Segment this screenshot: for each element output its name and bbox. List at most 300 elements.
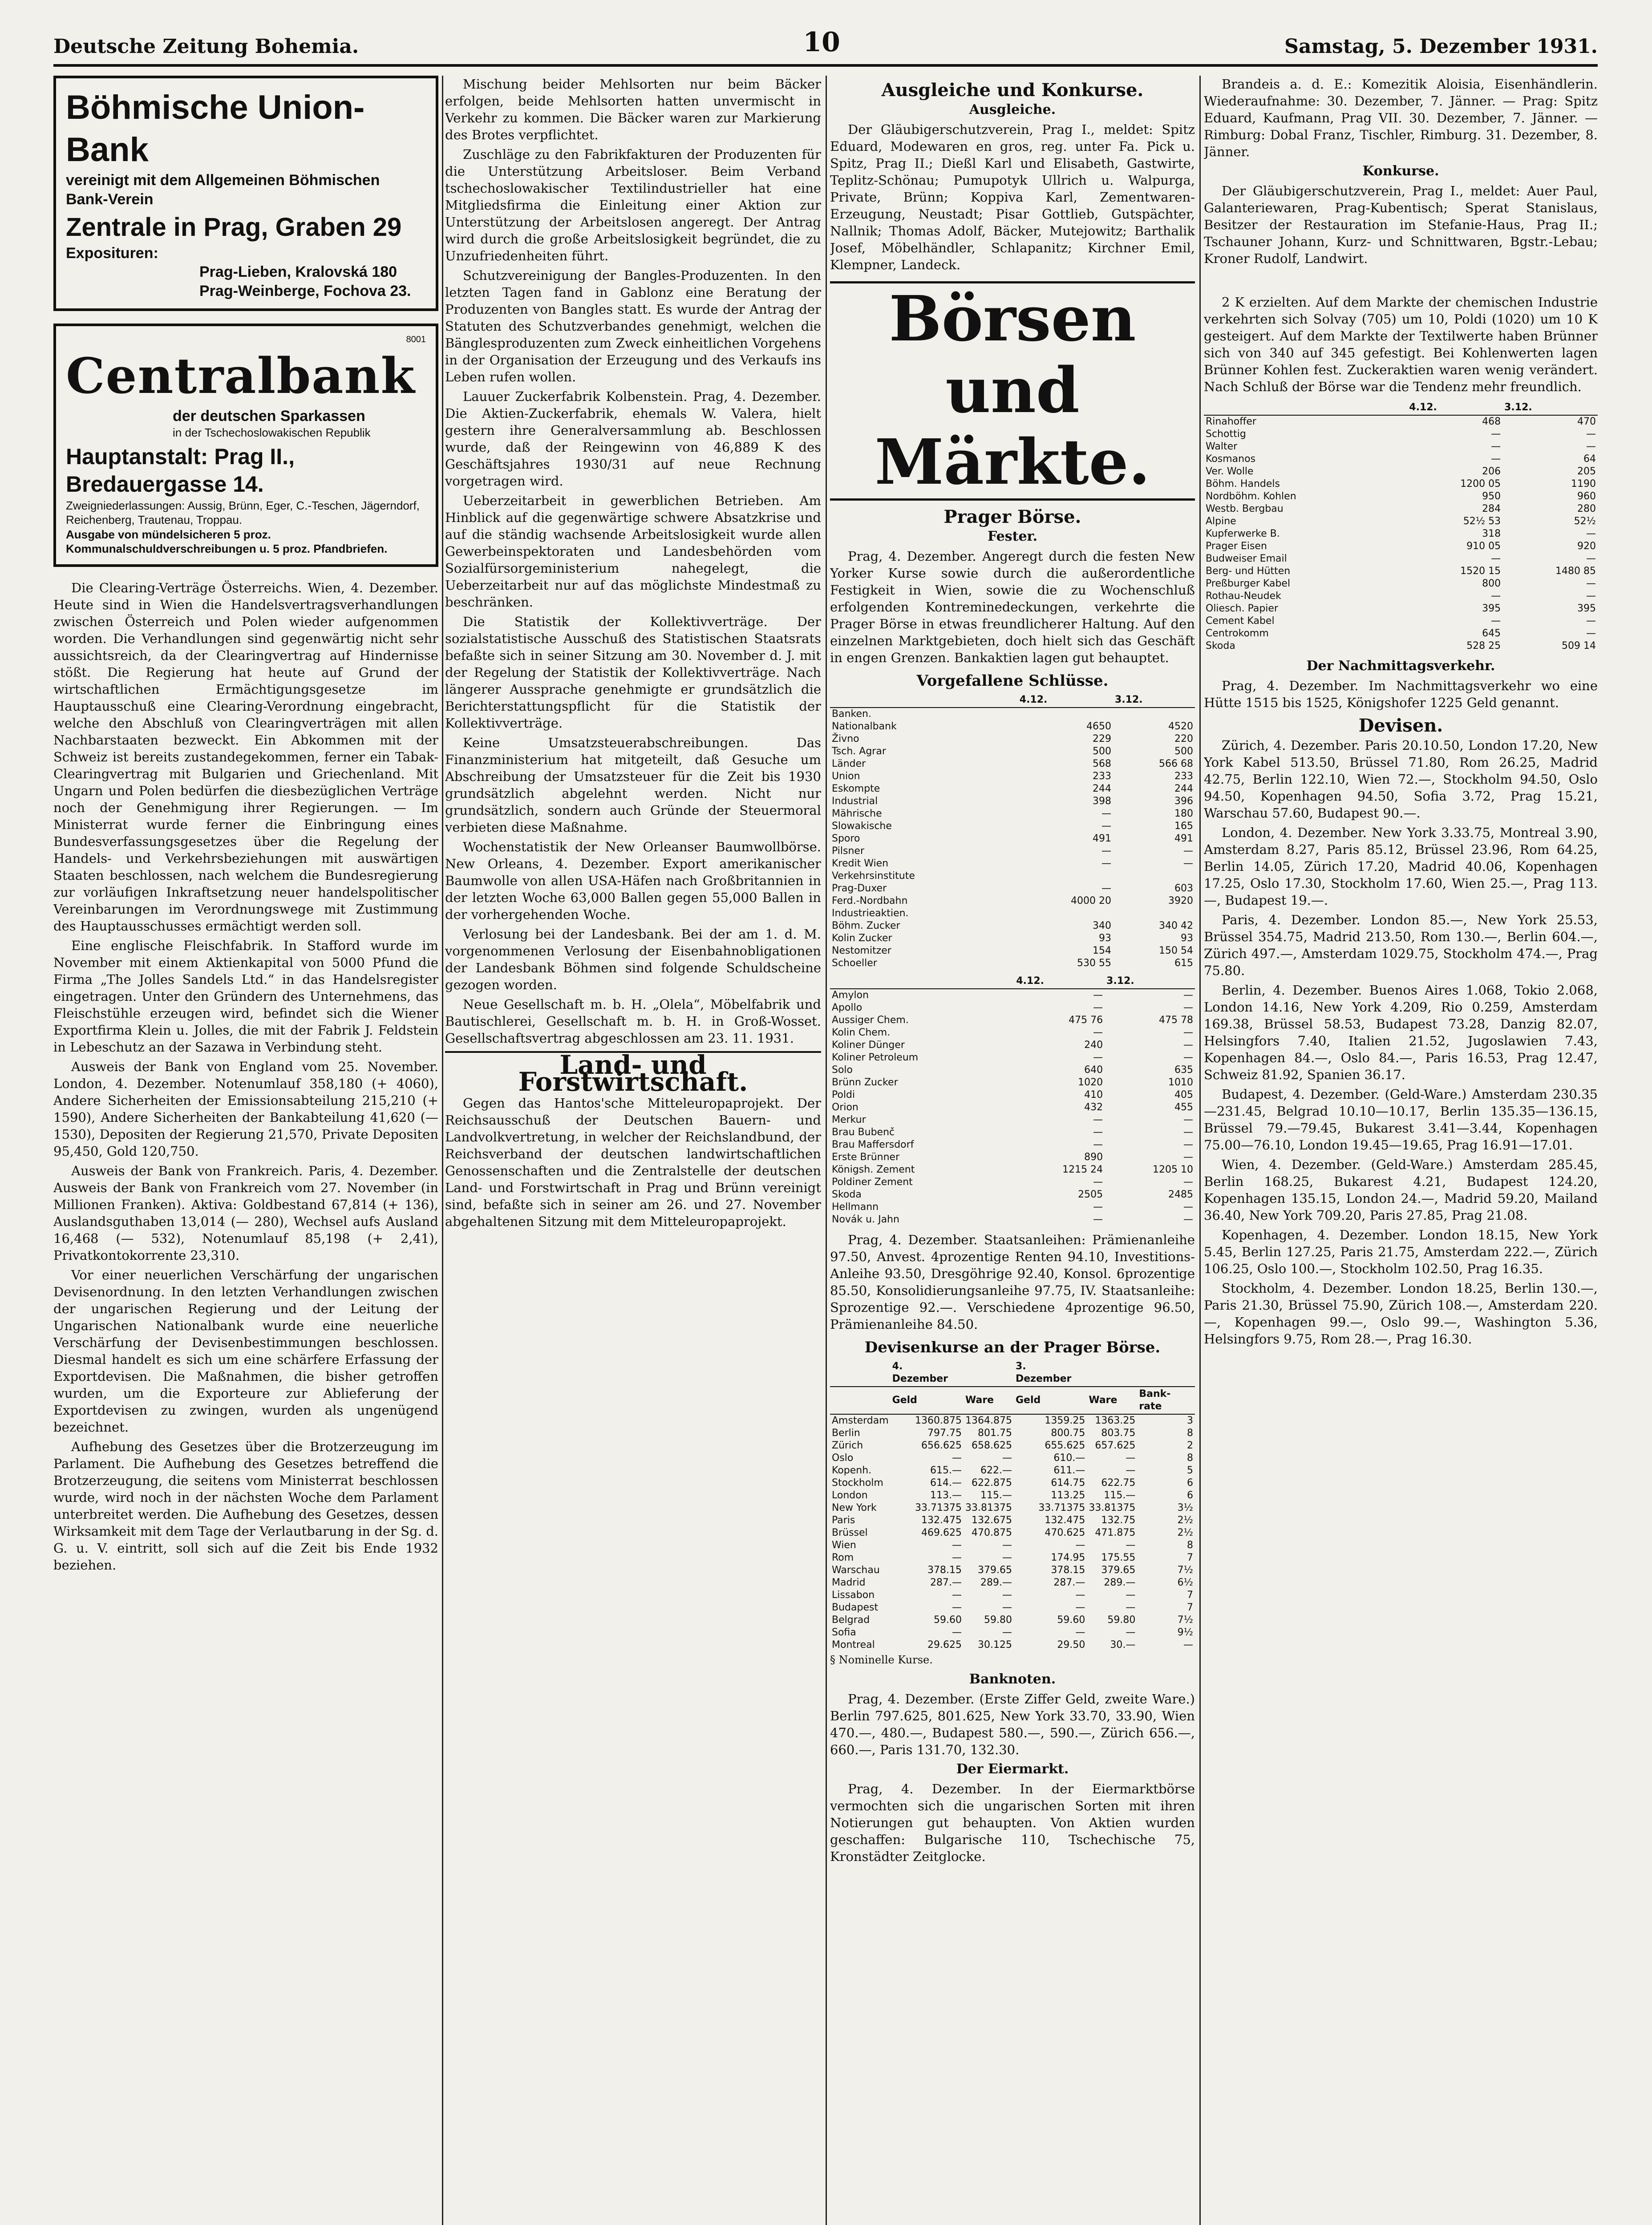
article-paragraph: London, 4. Dezember. New York 3.33.75, Montreal 3.90, Amsterdam 8.27, Paris 85.12, Brüssel 23.96, Rom 64.25, Berlin 14.05, Zürich 17.20, Madrid 40.06, Kopenhagen 17.25, Oslo 17.30, Stockholm 17.60, Wien 25.—, Prag 113.—, Budapest 19.—. [1204, 825, 1598, 908]
table-row [1204, 428, 1598, 441]
table-cell: 2505 [1078, 1189, 1103, 1200]
table-cell: 2½ [1177, 1527, 1193, 1538]
table-row [1204, 490, 1598, 503]
table-row [830, 1089, 1195, 1101]
table-cell: Budweiser Email [1206, 553, 1287, 564]
table-row [830, 1027, 1195, 1039]
table-row [830, 1014, 1195, 1027]
table-row [1204, 453, 1598, 465]
table-row [830, 1477, 1195, 1489]
table-header-cell: 4.12. [1407, 400, 1502, 415]
table-cell: 500 [1093, 746, 1112, 757]
article-paragraph: Paris, 4. Dezember. London 85.—, New York 25.53, Brüssel 354.75, Madrid 213.50, Rom 130.—, Berlin 604.—, Zürich 497.—, Amsterdam 1029.75, Stockholm 474.—, Prag 75.80. [1204, 912, 1598, 978]
table-header-cell [964, 1359, 1014, 1387]
table-cell: 206 [1482, 466, 1501, 477]
article-paragraph: Neue Gesellschaft m. b. H. „Olela“, Möbelfabrik und Bautischlerei, Gesellschaft m. b. H. in Groß-Wosset. Gesellschaftsvertrag abgeschlossen am 23. 11. 1931. [445, 997, 821, 1046]
table-cell: — [1002, 1452, 1012, 1464]
article-paragraph: Ueberzeitarbeit in gewerblichen Betrieben. Am Hinblick auf die gegenwärtige schwere Absatzkrise und auf die ständig wachsende Arbeitslosigkeit wurde allen Gewerbeinspektoraten und Landesbehörden vom Sozialfürsorgeministerium nahegelegt, die Ueberzeitarbeit nur auf das möglichste Mindestmaß zu beschränken. [445, 493, 821, 610]
article-paragraph: Kopenhagen, 4. Dezember. London 18.15, New York 5.45, Berlin 127.25, Paris 21.75, Amsterdam 222.—, Zürich 106.25, Oslo 100.—, Stockholm 102.50, Prag 16.35. [1204, 1227, 1598, 1276]
table-row [830, 1602, 1195, 1614]
article-paragraph: Budapest, 4. Dezember. (Geld-Ware.) Amsterdam 230.35—231.45, Belgrad 10.10—10.17, Berlin 135.35—136.15, Brüssel 79.—79.45, Bukarest 3.41—3.44, Kopenhagen 75.00—76.10, London 19.45—19.65, Prag 16.91—17.01. [1204, 1087, 1598, 1153]
ad-centralbank-name: Centralbank [66, 347, 416, 405]
ad-union-bank-exposituren: Exposituren: [66, 244, 158, 262]
table-cell: Madrid [832, 1577, 866, 1588]
table-row [1204, 415, 1598, 428]
table-cell [1113, 708, 1195, 720]
table-cell: 410 [1084, 1089, 1103, 1100]
table-cell: 233 [1174, 771, 1193, 782]
table-row [830, 1614, 1195, 1626]
table-cell: 801.75 [978, 1428, 1012, 1439]
table-cell: 59.60 [934, 1614, 962, 1626]
table-cell: 470.875 [972, 1527, 1012, 1538]
article-paragraph: Verlosung bei der Landesbank. Bei der am 1. d. M. vorgenommenen Verlosung der Eisenbahnobligationen der Landesbank Böhmen sind folgende Schuldscheine gezogen worden. [445, 926, 821, 992]
table-cell: 33.71375 [1038, 1502, 1085, 1513]
table-row [830, 945, 1195, 957]
article-paragraph: Prag, 4. Dezember. Staatsanleihen: Prämienanleihe 97.50, Anvest. 4prozentige Renten 94.10, Investitions-Anleihe 93.50, Dresgöhrige 92.40, Konsol. 6prozentige 85.50, Konsolidierungsanleihe 97.75, IV. Staatsanleihe: Sprozentige 92.—. Verschiedene 4prozentige 96.50, Prämienanleihe 84.50. [830, 1232, 1195, 1332]
table-cell: Verkehrsinstitute [832, 870, 915, 882]
table-cell: Kupferwerke B. [1206, 528, 1280, 539]
table-row [830, 1527, 1195, 1539]
table-cell: Brüssel [832, 1527, 868, 1538]
table-cell: — [1093, 1052, 1103, 1063]
table-cell: 1010 [1168, 1077, 1193, 1088]
article-paragraph: Gegen das Hantos'sche Mitteleuropaprojekt. Der Reichsausschuß der Deutschen Bauern- und Landvolkvertretung, in welcher der Reichslandbund, der Reichsverband der deutschen landwirtschaftlichen Genossenschaften und die Zentralstelle der deutschen Land- und Forstwirtschaft in Prag und Brünn vereinigt sind, befaßte sich in seiner am 26. und 27. November abgehaltenen Sitzung mit dem Mitteleuropaprojekt. [445, 1096, 821, 1229]
table-cell: Amsterdam [832, 1415, 889, 1426]
table-cell: — [1183, 1040, 1193, 1051]
table-cell: 1215 24 [1062, 1164, 1103, 1175]
table-cell: 6 [1187, 1490, 1193, 1501]
table-row [830, 1164, 1195, 1176]
table-cell: 395 [1577, 603, 1596, 614]
table-cell: — [1491, 591, 1501, 602]
table-row [1204, 590, 1598, 603]
table-cell: 7 [1187, 1552, 1193, 1563]
article-paragraph: Der Gläubigerschutzverein, Prag I., meldet: Auer Paul, Galanteriewaren, Prag-Kubentisch; Sperat Stanislaus, Besitzer der Restauration im Stefanie-Haus, Prag II.; Tschauner Johann, Kurz- und Schnittwaren, Bgstr.-Lebau; Kroner Rudolf, Landwirt. [1204, 183, 1598, 266]
table-row [830, 783, 1195, 795]
table-cell: 950 [1482, 491, 1501, 502]
paper-name: Deutsche Zeitung Bohemia. [53, 35, 359, 58]
table-cell: — [1183, 858, 1193, 869]
table-cell: — [1586, 615, 1596, 627]
article-paragraph: Ausweis der Bank von Frankreich. Paris, 4. Dezember. Ausweis der Bank von Frankreich vom 27. November (in Millionen Franken). Aktiva: Goldbestand 67,814 (+ 136), Auslandsguthaben 13,014 (— 280), Wechsel aufs Ausland 16,468 (— 532), Notenumlauf 85,198 (+ 2,41), Privatkontokorrente 23,310. [53, 1163, 438, 1263]
ad-union-bank [53, 76, 438, 311]
table-row [830, 907, 1195, 920]
table-cell: 622.75 [1101, 1477, 1136, 1489]
table-row [830, 1440, 1195, 1452]
table-row [830, 1101, 1195, 1114]
table-row [830, 1002, 1195, 1014]
table-cell: Skoda [1206, 640, 1235, 651]
table-cell: — [1126, 1627, 1136, 1638]
table-cell: 1364.875 [965, 1415, 1012, 1426]
column-divider [826, 76, 827, 2225]
ad-centralbank-line1: der deutschen Sparkassen [173, 407, 365, 425]
table-cell: 432 [1084, 1102, 1103, 1113]
subheading-prager-boerse: Prager Börse. [943, 506, 1081, 527]
table-cell: — [1093, 1139, 1103, 1150]
table-row [1204, 615, 1598, 627]
table-cell: 93 [1099, 933, 1112, 944]
table-cell: 284 [1482, 503, 1501, 514]
table-row [1204, 528, 1598, 540]
table-header-cell [830, 1359, 891, 1387]
table-header-cell: Ware [1087, 1387, 1137, 1414]
table-cell: 1360.875 [915, 1415, 962, 1426]
table-cell: 115.— [1104, 1490, 1136, 1501]
table-header-cell [1204, 400, 1407, 415]
table-cell: — [1093, 1002, 1103, 1013]
table-row [830, 1452, 1195, 1464]
subheading-ausgleiche: Ausgleiche. [969, 102, 1056, 117]
table-cell: 622.— [980, 1465, 1012, 1476]
table-cell: Aussiger Chem. [832, 1015, 909, 1026]
table-cell: Belgrad [832, 1614, 870, 1626]
page-number: 10 [803, 27, 840, 58]
table-cell: — [1002, 1627, 1012, 1638]
table-header-cell: 3.12. [1113, 693, 1195, 708]
subheading-konkurse: Konkurse. [1362, 163, 1439, 179]
table-cell: Mährische [832, 808, 882, 819]
article-paragraph: Prag, 4. Dezember. Angeregt durch die festen New Yorker Kurse sowie durch die außerordentliche Festigkeit in Wien, sowie die zu Wochenschluß erfolgenden Kontreminedeckungen, verkehrte die Prager Börse in etwas freundlicherer Haltung. Auf den einzelnen Marktgebieten, doch hielt sich das Geschäft in engen Grenzen. Bankaktien lagen gut behauptet. [830, 549, 1195, 665]
table-cell: 33.71375 [915, 1502, 962, 1513]
table-cell: — [1002, 1590, 1012, 1601]
table-cell: Kosmanos [1206, 453, 1256, 465]
table-cell: Poldiner Zement [832, 1177, 913, 1188]
article-paragraph: Mischung beider Mehlsorten nur beim Bäcker erfolgen, beide Mehlsorten hatten unvermischt in Verkehr zu kommen. Die Bäcker waren zur Markierung des Brotes verpflichtet. [445, 77, 821, 142]
subheading-devisen: Devisen. [1358, 715, 1443, 736]
table-cell: — [1093, 1114, 1103, 1125]
table-cell: — [952, 1452, 962, 1464]
table-header-cell: 4.12. [1018, 693, 1113, 708]
table-cell: 6 [1187, 1477, 1193, 1489]
ad-union-bank-exp2: Prag-Weinberge, Fochova 23. [199, 282, 411, 299]
table-cell: Union [832, 771, 860, 782]
table-row [830, 1639, 1195, 1651]
table-header-cell: 3.12. [1502, 400, 1598, 415]
table-row [830, 1626, 1195, 1639]
table-cell: 7 [1187, 1590, 1193, 1601]
table-caption-devisenkurse: Devisenkurse an der Prager Börse. [864, 1339, 1161, 1356]
table-cell: Oliesch. Papier [1206, 603, 1278, 614]
table-row [1204, 578, 1598, 590]
table-cell: 379.65 [1101, 1565, 1136, 1576]
table-cell: 9½ [1177, 1627, 1193, 1638]
table-row [830, 1176, 1195, 1189]
table-row [1204, 540, 1598, 553]
table-cell: — [1093, 1027, 1103, 1038]
table-cell: Böhm. Handels [1206, 478, 1280, 490]
table-cell: 59.80 [984, 1614, 1012, 1626]
article-paragraph: Brandeis a. d. E.: Komezitik Aloisia, Eisenhändlerin. Wiederaufnahme: 30. Dezember, 7. Jänner. — Prag: Spitz Eduard, Kaufmann, Prag VII. 30. Dezember, 7. Jänner. — Rimburg: Dobal Franz, Tischler, Rimburg. 31. Dezember, 8. Jänner. [1204, 77, 1598, 159]
table-cell: Koliner Petroleum [832, 1052, 919, 1063]
ad-centralbank-hauptanstalt: Hauptanstalt: Prag II., Bredauergasse 14. [66, 444, 295, 497]
article-paragraph: Vor einer neuerlichen Verschärfung der ungarischen Devisenordnung. In den letzten Verhandlungen zwischen der ungarischen Regierung und der Leitung der Ungarischen Nationalbank wurde eine neuerliche Verschärfung der Devisenbestimmungen beschlossen. Diesmal handelt es sich um eine schärfere Erfassung der Exportdevisen. Die Maßnahmen, die bisher getroffen wurden, um die Exporteure zur Ablieferung der Exportdevisen zu zwingen, wurden als ungenügend bezeichnet. [53, 1267, 438, 1435]
table-header-cell: Geld [1014, 1387, 1087, 1414]
ad-union-bank-zentrale: Zentrale in Prag, Graben 29 [66, 213, 402, 242]
table-cell: — [1586, 553, 1596, 564]
table-cell: — [1586, 578, 1596, 589]
table-cell: 29.625 [927, 1639, 962, 1651]
table-cell: Ver. Wolle [1206, 466, 1254, 477]
table-row [1204, 603, 1598, 615]
table-cell: Novák u. Jahn [832, 1214, 899, 1225]
table-cell: — [1491, 553, 1501, 564]
table-cell: 509 14 [1562, 640, 1596, 651]
table-cell: Walter [1206, 441, 1238, 452]
table-cell: — [1183, 1052, 1193, 1063]
table-cell: 318 [1482, 528, 1501, 539]
table-cell: 52½ 53 [1463, 516, 1501, 527]
table-cell: Eskompte [832, 783, 880, 794]
table-cell: 165 [1174, 821, 1193, 832]
table-cell: Centrokomm [1206, 628, 1269, 639]
table-cell: Orion [832, 1102, 858, 1113]
table-cell: — [1075, 1602, 1085, 1613]
table-cell: Brau Maffersdorf [832, 1139, 914, 1150]
table-cell: — [1586, 591, 1596, 602]
table-cell: Koliner Dünger [832, 1040, 905, 1051]
subheading-nachmittag: Der Nachmittagsverkehr. [1306, 658, 1495, 674]
table-cell: 797.75 [927, 1428, 962, 1439]
table-row [830, 795, 1195, 808]
schluesse-table-mid [830, 974, 1195, 1226]
section-heading-ausgleiche: Ausgleiche und Konkurse. [881, 80, 1144, 101]
ad-centralbank-ausgabe: Ausgabe von mündelsicheren 5 proz. Kommunalschuldverschreibungen u. 5 proz. Pfandbriefen. [66, 527, 388, 555]
table-cell: 530 55 [1077, 958, 1112, 969]
table-cell: — [1101, 883, 1112, 894]
schluesse-table-right [1204, 400, 1598, 652]
table-cell: Tsch. Agrar [832, 746, 886, 757]
table-cell: Kopenh. [832, 1465, 872, 1476]
table-cell: — [952, 1590, 962, 1601]
table-cell: 3 [1187, 1415, 1193, 1426]
table-cell: Schoeller [832, 958, 877, 969]
table-header-cell: Ware [964, 1387, 1014, 1414]
table-caption-schluesse: Vorgefallene Schlüsse. [916, 672, 1109, 690]
table-cell: 4650 [1086, 721, 1112, 732]
table-row [830, 1464, 1195, 1477]
ad-union-bank-line1: vereinigt mit dem Allgemeinen Böhmischen [66, 172, 380, 189]
table-cell: 240 [1084, 1040, 1103, 1051]
table-row [830, 895, 1195, 907]
table-cell: Nestomitzer [832, 945, 891, 956]
table-cell: — [1183, 1114, 1193, 1125]
article-paragraph: Zürich, 4. Dezember. Paris 20.10.50, London 17.20, New York Kabel 513.50, Brüssel 71.80, Rom 26.25, Madrid 42.75, Berlin 122.10, Wien 72.—, Stockholm 94.50, Oslo 94.50, Kopenhagen 94.50, Sofia 3.72, Prag 15.21, Warschau 57.60, Budapest 90.—. [1204, 738, 1598, 821]
table-cell: 890 [1084, 1152, 1103, 1163]
table-header-cell: 4. Dezember [891, 1359, 964, 1387]
table-cell: 3½ [1177, 1502, 1193, 1513]
table-header-row [830, 974, 1195, 989]
table-cell: 30.125 [978, 1639, 1012, 1651]
section-heading-land: Land- und Forstwirtschaft. [445, 1051, 821, 1090]
table-cell: Länder [832, 758, 866, 769]
table-cell: — [1002, 1540, 1012, 1551]
table-cell: 233 [1093, 771, 1112, 782]
table-row [830, 1151, 1195, 1164]
table-cell: Paris [832, 1515, 855, 1526]
table-cell [1018, 870, 1113, 882]
article-paragraph: Keine Umsatzsteuerabschreibungen. Das Finanzministerium hat mitgeteilt, daß Gesuche um Abschreibung der Umsatzsteuer für die Zeit bis 1930 grundsätzlich abgelehnt werden. Nicht nur grundsätzlich, sondern auch Gründe der Steuermoral verbieten diese Maßnahme. [445, 735, 821, 835]
table-cell: — [1491, 615, 1501, 627]
table-header-cell [1137, 1359, 1195, 1387]
table-cell [1113, 907, 1195, 920]
table-cell: Alpine [1206, 516, 1236, 527]
table-cell: — [1101, 808, 1112, 819]
article-paragraph: 2 K erzielten. Auf dem Markte der chemischen Industrie verkehrten sich Solvay (705) um 10, Poldi (1020) um 10 K gesteigert. Auf dem Markte der Textilwerte haben Brünner sich von 340 auf 345 gefestigt. Bei Kohlenwerten lagen Brünner Kohlen fest. Zuckeraktien waren wenig verändert. Nach Schluß der Börse war die Tendenz mehr freundlich. [1204, 295, 1598, 394]
table-row [830, 833, 1195, 845]
table-row [830, 1414, 1195, 1427]
table-cell: 1020 [1078, 1077, 1103, 1088]
article-paragraph: Ausweis der Bank von England vom 25. November. London, 4. Dezember. Notenumlauf 358,180 (+ 4060), Andere Sicherheiten der Emissionsabteilung 215,210 (+ 1590), Andere Sicherheiten der Bankabteilung 41,620 (— 1530), Depositen der Regierung 21,570, Private Depositen 95,450, Gold 120,750. [53, 1059, 438, 1159]
table-cell: 475 78 [1159, 1015, 1193, 1026]
table-cell: 656.625 [921, 1440, 962, 1451]
table-cell: — [1183, 1139, 1193, 1150]
table-cell: 180 [1174, 808, 1193, 819]
table-cell: — [1002, 1552, 1012, 1563]
table-cell: Böhm. Zucker [832, 920, 900, 931]
table-cell: 6½ [1177, 1577, 1193, 1588]
table-cell: 7½ [1177, 1614, 1193, 1626]
article-paragraph: Aufhebung des Gesetzes über die Brotzerzeugung im Parlament. Die Aufhebung des Gesetzes betreffend die Brotzerzeugung, die seitens vom Ministerrat beschlossen wurde, wird noch in der nächsten Woche dem Parlament unterbreitet werden. Die Aufhebung des Gesetzes, dessen Wirksamkeit mit dem Tage der Verlautbarung in der Sg. d. G. u. V. eintritt, soll sich auf die Zeit bis Ende 1932 beziehen. [53, 1439, 438, 1573]
column-4 [1204, 76, 1598, 2225]
table-cell: 610.— [1053, 1452, 1085, 1464]
table-cell: 800.75 [1051, 1428, 1085, 1439]
table-cell: 7½ [1177, 1565, 1193, 1576]
table-row [830, 920, 1195, 932]
ad-centralbank [53, 324, 438, 567]
table-cell: Sporo [832, 833, 860, 844]
table-row [830, 1489, 1195, 1502]
ad-centralbank-zweig: Zweigniederlassungen: Aussig, Brünn, Eger, C.-Teschen, Jägerndorf, Reichenberg, Trautenau, Troppau. [66, 498, 420, 526]
table-cell: 1480 85 [1555, 566, 1596, 577]
table-cell: Apollo [832, 1002, 862, 1013]
table-cell: Berg- und Hütten [1206, 566, 1291, 577]
table-row [1204, 478, 1598, 490]
schluesse-tables-2 [830, 974, 1195, 1226]
table-cell: 455 [1174, 1102, 1193, 1113]
table-row [830, 989, 1195, 1002]
table-cell: 475 76 [1069, 1015, 1103, 1026]
table-cell: Erste Brünner [832, 1152, 900, 1163]
column-2 [445, 76, 821, 2225]
table-cell: Skoda [832, 1189, 862, 1200]
table-cell: 920 [1577, 541, 1596, 552]
table-row [1204, 441, 1598, 453]
table-cell: 93 [1181, 933, 1193, 944]
table-cell: 174.95 [1051, 1552, 1085, 1563]
table-cell: 1200 05 [1460, 478, 1501, 490]
table-cell: Schottig [1206, 429, 1246, 440]
table-cell: 395 [1482, 603, 1501, 614]
table-cell [1018, 708, 1113, 720]
table-cell: — [1093, 990, 1103, 1001]
table-cell: — [952, 1602, 962, 1613]
table-cell: Živno [832, 733, 859, 744]
table-cell: 3920 [1168, 895, 1193, 906]
table-row [830, 1502, 1195, 1514]
ad-centralbank-code: 8001 [406, 335, 426, 344]
table-cell: 287.— [1053, 1577, 1085, 1588]
table-subheader-row [830, 1359, 1195, 1387]
table-row [1204, 553, 1598, 565]
table-row [830, 745, 1195, 758]
table-cell: 280 [1577, 503, 1596, 514]
article-paragraph: Prag, 4. Dezember. Im Nachmittagsverkehr wo eine Hütte 1515 bis 1525, Königshofer 1225 Geld genannt. [1204, 678, 1598, 710]
table-header-row [1204, 400, 1598, 415]
footnote-nominelle: § Nominelle Kurse. [830, 1654, 933, 1666]
table-cell: Stockholm [832, 1477, 883, 1489]
table-header-cell [830, 693, 1018, 708]
table-cell: 244 [1174, 783, 1193, 794]
column-divider [442, 76, 443, 2225]
table-cell: 113.25 [1051, 1490, 1085, 1501]
table-cell: 205 [1577, 466, 1596, 477]
table-cell: 5 [1187, 1465, 1193, 1476]
section-heading-boersen: Börsen und Märkte. [830, 281, 1195, 501]
table-cell: — [1183, 1177, 1193, 1188]
table-cell: 30.— [1110, 1639, 1136, 1651]
table-cell: London [832, 1490, 868, 1501]
table-cell: 645 [1482, 628, 1501, 639]
table-cell [1113, 870, 1195, 882]
table-cell: Kredit Wien [832, 858, 889, 869]
table-cell: Warschau [832, 1565, 880, 1576]
article-paragraph: Die Statistik der Kollektivverträge. Der sozialstatistische Ausschuß des Statistischen Staatsrats befaßte sich in seiner Sitzung am 30. November d. J. mit der Regelung der Statistik der Kollektivverträge. Nach längerer Aussprache genehmigte er grundsätzlich die Berichterstattungspflicht für die Statistik der Kollektivverträge. [445, 614, 821, 731]
ad-union-bank-exp1: Prag-Lieben, Kralovská 180 [199, 263, 397, 280]
table-cell [1018, 907, 1113, 920]
table-cell: 2 [1187, 1440, 1193, 1451]
table-cell: 378.15 [927, 1565, 962, 1576]
table-header-cell: 3. Dezember [1014, 1359, 1087, 1387]
table-header-cell: Geld [891, 1387, 964, 1414]
table-cell: 2485 [1168, 1189, 1193, 1200]
table-cell: — [1183, 846, 1193, 857]
article-paragraph: Berlin, 4. Dezember. Buenos Aires 1.068, Tokio 2.068, London 14.16, New York 4.209, Rio 0.259, Amsterdam 169.38, Brüssel 58.53, Budapest 73.28, Danzig 82.07, Helsingfors 7.40, Italien 21.52, Jugoslawien 7.43, Kopenhagen 84.—, Oslo 84.—, Paris 16.53, Prag 12.47, Schweiz 81.92, Spanien 36.17. [1204, 983, 1598, 1082]
subheading-fester: Fester. [987, 529, 1038, 544]
table-cell: Rom [832, 1552, 854, 1563]
table-cell: Solo [832, 1064, 853, 1076]
table-cell: 115.— [980, 1490, 1012, 1501]
table-cell: 615.— [930, 1465, 962, 1476]
table-cell: — [1183, 1639, 1193, 1651]
table-cell: 910 05 [1466, 541, 1501, 552]
devisenkurse-table [830, 1359, 1195, 1651]
table-cell: 175.55 [1101, 1552, 1136, 1563]
table-cell: 471.875 [1095, 1527, 1136, 1538]
table-cell: 154 [1093, 945, 1112, 956]
table-cell: 59.60 [1057, 1614, 1085, 1626]
table-row [830, 1589, 1195, 1602]
table-cell: — [1183, 1202, 1193, 1213]
table-cell: 640 [1084, 1064, 1103, 1076]
table-row [1204, 565, 1598, 578]
table-cell: 615 [1174, 958, 1193, 969]
table-header-cell [830, 1387, 891, 1414]
table-cell: Rinahoffer [1206, 416, 1256, 427]
table-cell: — [1093, 1202, 1103, 1213]
table-row [830, 1076, 1195, 1089]
table-row [830, 870, 1195, 882]
table-row [830, 1514, 1195, 1527]
table-cell: — [1586, 628, 1596, 639]
table-cell: Zürich [832, 1440, 863, 1451]
article-paragraph: Eine englische Fleischfabrik. In Stafford wurde im November mit einem Aktienkapital von 5000 Pfund die Firma „The Jolles Sandels Ltd.“ in das Handelsregister eingetragen. Unter den Gründern des Unternehmens, das Fleischstühle erzeugen wird, befindet sich die Wiener Exportfirma Klein u. Jolles, die mit der Fabrik J. Feldstein in Lebeschutz an der Sazawa in Verbindung steht. [53, 938, 438, 1055]
table-header-row [830, 693, 1195, 708]
table-row [830, 770, 1195, 783]
table-cell: 568 [1093, 758, 1112, 769]
table-cell: 470.625 [1045, 1527, 1085, 1538]
